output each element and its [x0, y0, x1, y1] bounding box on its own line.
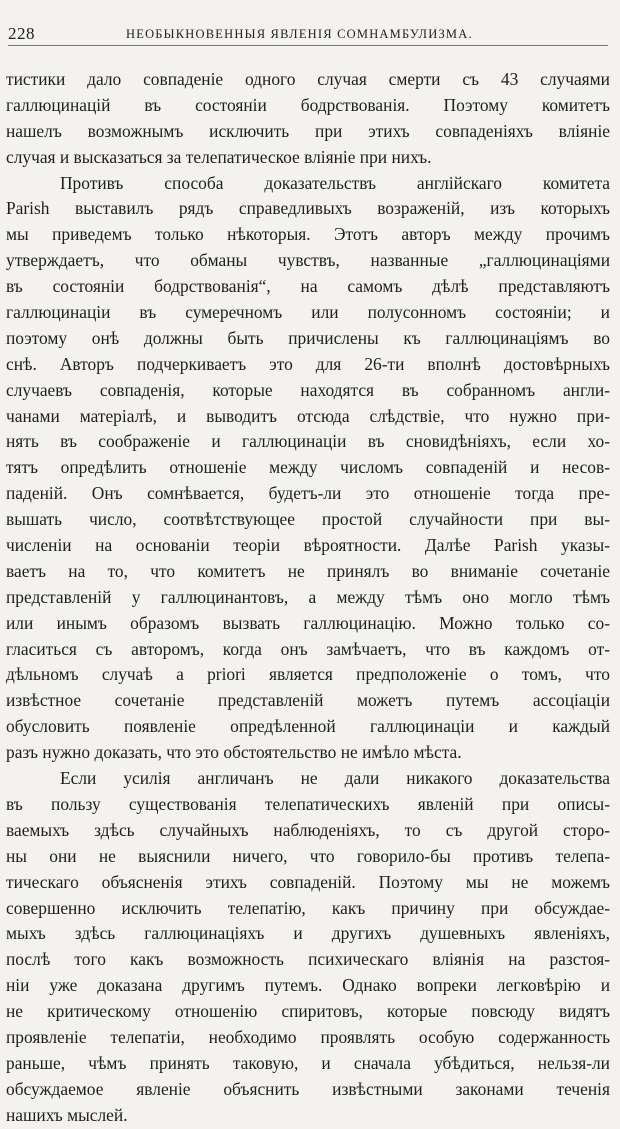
- text-line: ваемыхъ здѣсь случайныхъ наблюденіяхъ, то съ другой сторо-: [6, 819, 610, 840]
- text-line: мы приведемъ только нѣкоторыя. Этотъ авторъ между прочимъ: [6, 224, 610, 245]
- text-line: нять въ соображеніе и галлюцинаціи въ сновидѣніяхъ, если хо-: [6, 431, 610, 452]
- header-rule: [8, 45, 608, 46]
- paragraph: [6, 67, 610, 171]
- body-text: [6, 67, 610, 1129]
- text-line: ваетъ на то, что комитетъ не принялъ во вниманіе сочетаніе: [6, 560, 610, 581]
- text-line: тическаго объясненія этихъ совпаденій. Поэтому мы не можемъ: [6, 871, 610, 892]
- text-line: обусловить появленіе опредѣленной галлюцинаціи и каждый: [6, 716, 610, 737]
- text-line: чанами матеріалѣ, и выводитъ отсюда слѣдствіе, что нужно при-: [6, 405, 610, 426]
- text-line: нашихъ мыслей.: [6, 1104, 128, 1125]
- text-line: утверждаетъ, что обманы чувствъ, названные „галлюцинаціями: [6, 250, 610, 271]
- text-line: извѣстное сочетаніе представленій можетъ путемъ ассоціаціи: [6, 690, 610, 711]
- text-line: случая и высказаться за телепатическое вліяніе при нихъ.: [6, 146, 432, 167]
- text-line: снѣ. Авторъ подчеркиваетъ это для 26-ти вполнѣ достовѣрныхъ: [6, 353, 610, 374]
- text-line: тистики дало совпаденіе одного случая смерти съ 43 случаями: [6, 69, 610, 89]
- text-line: совершенно исключить телепатію, какъ причину при обсуждае-: [6, 897, 610, 918]
- text-line: Противъ способа доказательствъ англійскаго комитета: [60, 172, 610, 193]
- text-line: случаевъ совпаденія, которые находятся въ собранномъ англи-: [6, 379, 610, 400]
- text-line: галлюцинаціи въ сумеречномъ или полусонномъ состояніи; и: [6, 302, 610, 323]
- text-line: тятъ опредѣлить отношеніе между числомъ совпаденій и несов-: [6, 457, 610, 478]
- text-line: Parish выставилъ рядъ справедливыхъ возраженій, изъ которыхъ: [6, 198, 610, 219]
- text-line: обсуждаемое явленіе объяснить извѣстными законами теченія: [6, 1078, 610, 1099]
- text-line: нашелъ возможнымъ исключить при этихъ совпаденіяхъ вліяніе: [6, 120, 610, 141]
- text-line: представленій у галлюцинантовъ, а между тѣмъ оно могло тѣмъ: [6, 586, 610, 607]
- text-line: въ пользу существованія телепатическихъ явленій при описы-: [6, 793, 610, 814]
- text-line: ны они не выяснили ничего, что говорило-бы противъ телепа-: [6, 845, 610, 866]
- paragraph: [6, 766, 610, 1128]
- text-line: дѣльномъ случаѣ a priori является предположеніе о томъ, что: [6, 664, 610, 685]
- text-line: галлюцинацій въ состояніи бодрствованія. Поэтому комитетъ: [6, 94, 610, 115]
- text-line: гласиться съ авторомъ, когда онъ замѣчаетъ, что въ каждомъ от-: [6, 638, 610, 659]
- text-line: вышать число, соотвѣтствующее простой случайности при вы-: [6, 509, 610, 530]
- text-line: въ состояніи бодрствованія“, на самомъ дѣлѣ представляютъ: [6, 276, 610, 297]
- running-title: НЕОБЫКНОВЕННЫЯ ЯВЛЕНІЯ СОМНАМБУЛИЗМА.: [126, 27, 473, 41]
- text-line: поэтому онѣ должны быть причислены къ галлюцинаціямъ во: [6, 327, 610, 348]
- text-line: послѣ того какъ возможность психическаго вліянія на разстоя-: [6, 949, 610, 970]
- text-line: паденій. Онъ сомнѣвается, будетъ-ли это отношеніе тогда пре-: [6, 483, 610, 504]
- text-line: или инымъ образомъ вызвать галлюцинацію. Можно только со-: [6, 612, 610, 633]
- page-header: [8, 24, 608, 44]
- text-line: численіи на основаніи теоріи вѣроятности. Далѣе Parish указы-: [6, 535, 610, 556]
- text-line: раньше, чѣмъ принять таковую, и сначала убѣдиться, нельзя-ли: [6, 1052, 610, 1073]
- text-line: мыхъ здѣсь галлюцинаціяхъ и другихъ душевныхъ явленіяхъ,: [6, 923, 610, 944]
- paragraph: [6, 171, 610, 766]
- text-line: разъ нужно доказать, что это обстоятельство не имѣло мѣста.: [6, 742, 462, 763]
- text-line: не критическому отношенію спиритовъ, которые повсюду видятъ: [6, 1001, 610, 1022]
- text-line: Если усилія англичанъ не дали никакого доказательства: [60, 768, 610, 789]
- text-line: проявленіе телепатіи, необходимо проявлять особую содержанность: [6, 1026, 610, 1047]
- text-line: ніи уже доказана другимъ путемъ. Однако вопреки легковѣрію и: [6, 975, 610, 996]
- page-number: 228: [8, 24, 35, 43]
